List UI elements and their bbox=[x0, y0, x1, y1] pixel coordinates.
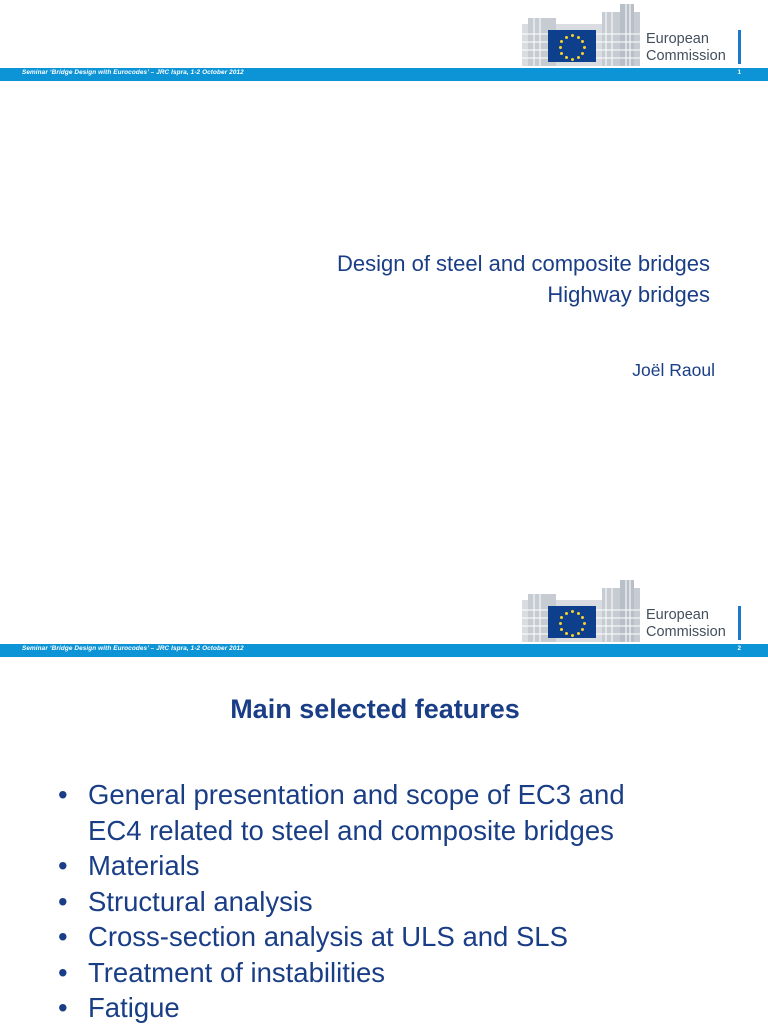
european-commission-logo bbox=[522, 4, 744, 70]
brand-line-2: Commission bbox=[646, 624, 726, 640]
list-item bbox=[58, 848, 748, 884]
bullet-icon: • bbox=[58, 850, 68, 881]
bullet-icon: • bbox=[58, 992, 68, 1023]
list-item-text: Fatigue bbox=[88, 992, 180, 1023]
brand-divider bbox=[738, 30, 741, 64]
title-line-2: Highway bridges bbox=[547, 282, 710, 307]
title-line-1: Design of steel and composite bridges bbox=[337, 251, 710, 276]
brand-line-2: Commission bbox=[646, 48, 726, 64]
bullet-icon: • bbox=[58, 921, 68, 952]
list-item bbox=[58, 884, 748, 920]
brand-divider bbox=[738, 606, 741, 640]
list-item bbox=[58, 955, 748, 991]
header-bar bbox=[0, 644, 768, 657]
list-item bbox=[58, 777, 748, 848]
feature-list bbox=[58, 777, 748, 1026]
header-bar bbox=[0, 68, 768, 81]
list-item-text: Treatment of instabilities bbox=[88, 956, 386, 988]
list-item-text: Structural analysis bbox=[88, 885, 313, 917]
presentation-title bbox=[337, 248, 710, 310]
european-commission-logo bbox=[522, 580, 744, 646]
page-number: 2 bbox=[737, 645, 741, 652]
list-item bbox=[58, 990, 748, 1026]
eu-flag-icon bbox=[548, 30, 596, 62]
list-item-text: General presentation and scope of EC3 and bbox=[88, 779, 625, 810]
bullet-icon: • bbox=[58, 779, 68, 810]
list-item bbox=[58, 919, 748, 955]
seminar-caption: Seminar ‘Bridge Design with Eurocodes’ – JRC Ispra, 1-2 October 2012 bbox=[22, 645, 244, 652]
slide-2 bbox=[0, 576, 768, 1024]
bullet-icon: • bbox=[58, 885, 68, 917]
page-number: 1 bbox=[737, 69, 741, 76]
brand-line-1: European bbox=[646, 607, 709, 623]
list-item-text: EC4 related to steel and composite bridges bbox=[88, 814, 614, 846]
brand-name bbox=[646, 31, 726, 65]
eu-flag-icon bbox=[548, 606, 596, 638]
author-name: Joël Raoul bbox=[632, 360, 715, 380]
list-item-text: Cross-section analysis at ULS and SLS bbox=[88, 921, 568, 952]
brand-line-1: European bbox=[646, 31, 709, 47]
seminar-caption: Seminar ‘Bridge Design with Eurocodes’ – JRC Ispra, 1-2 October 2012 bbox=[22, 69, 244, 76]
slide-heading: Main selected features bbox=[230, 694, 520, 724]
brand-name bbox=[646, 607, 726, 641]
list-item-text: Materials bbox=[88, 850, 200, 881]
bullet-icon: • bbox=[58, 956, 68, 988]
